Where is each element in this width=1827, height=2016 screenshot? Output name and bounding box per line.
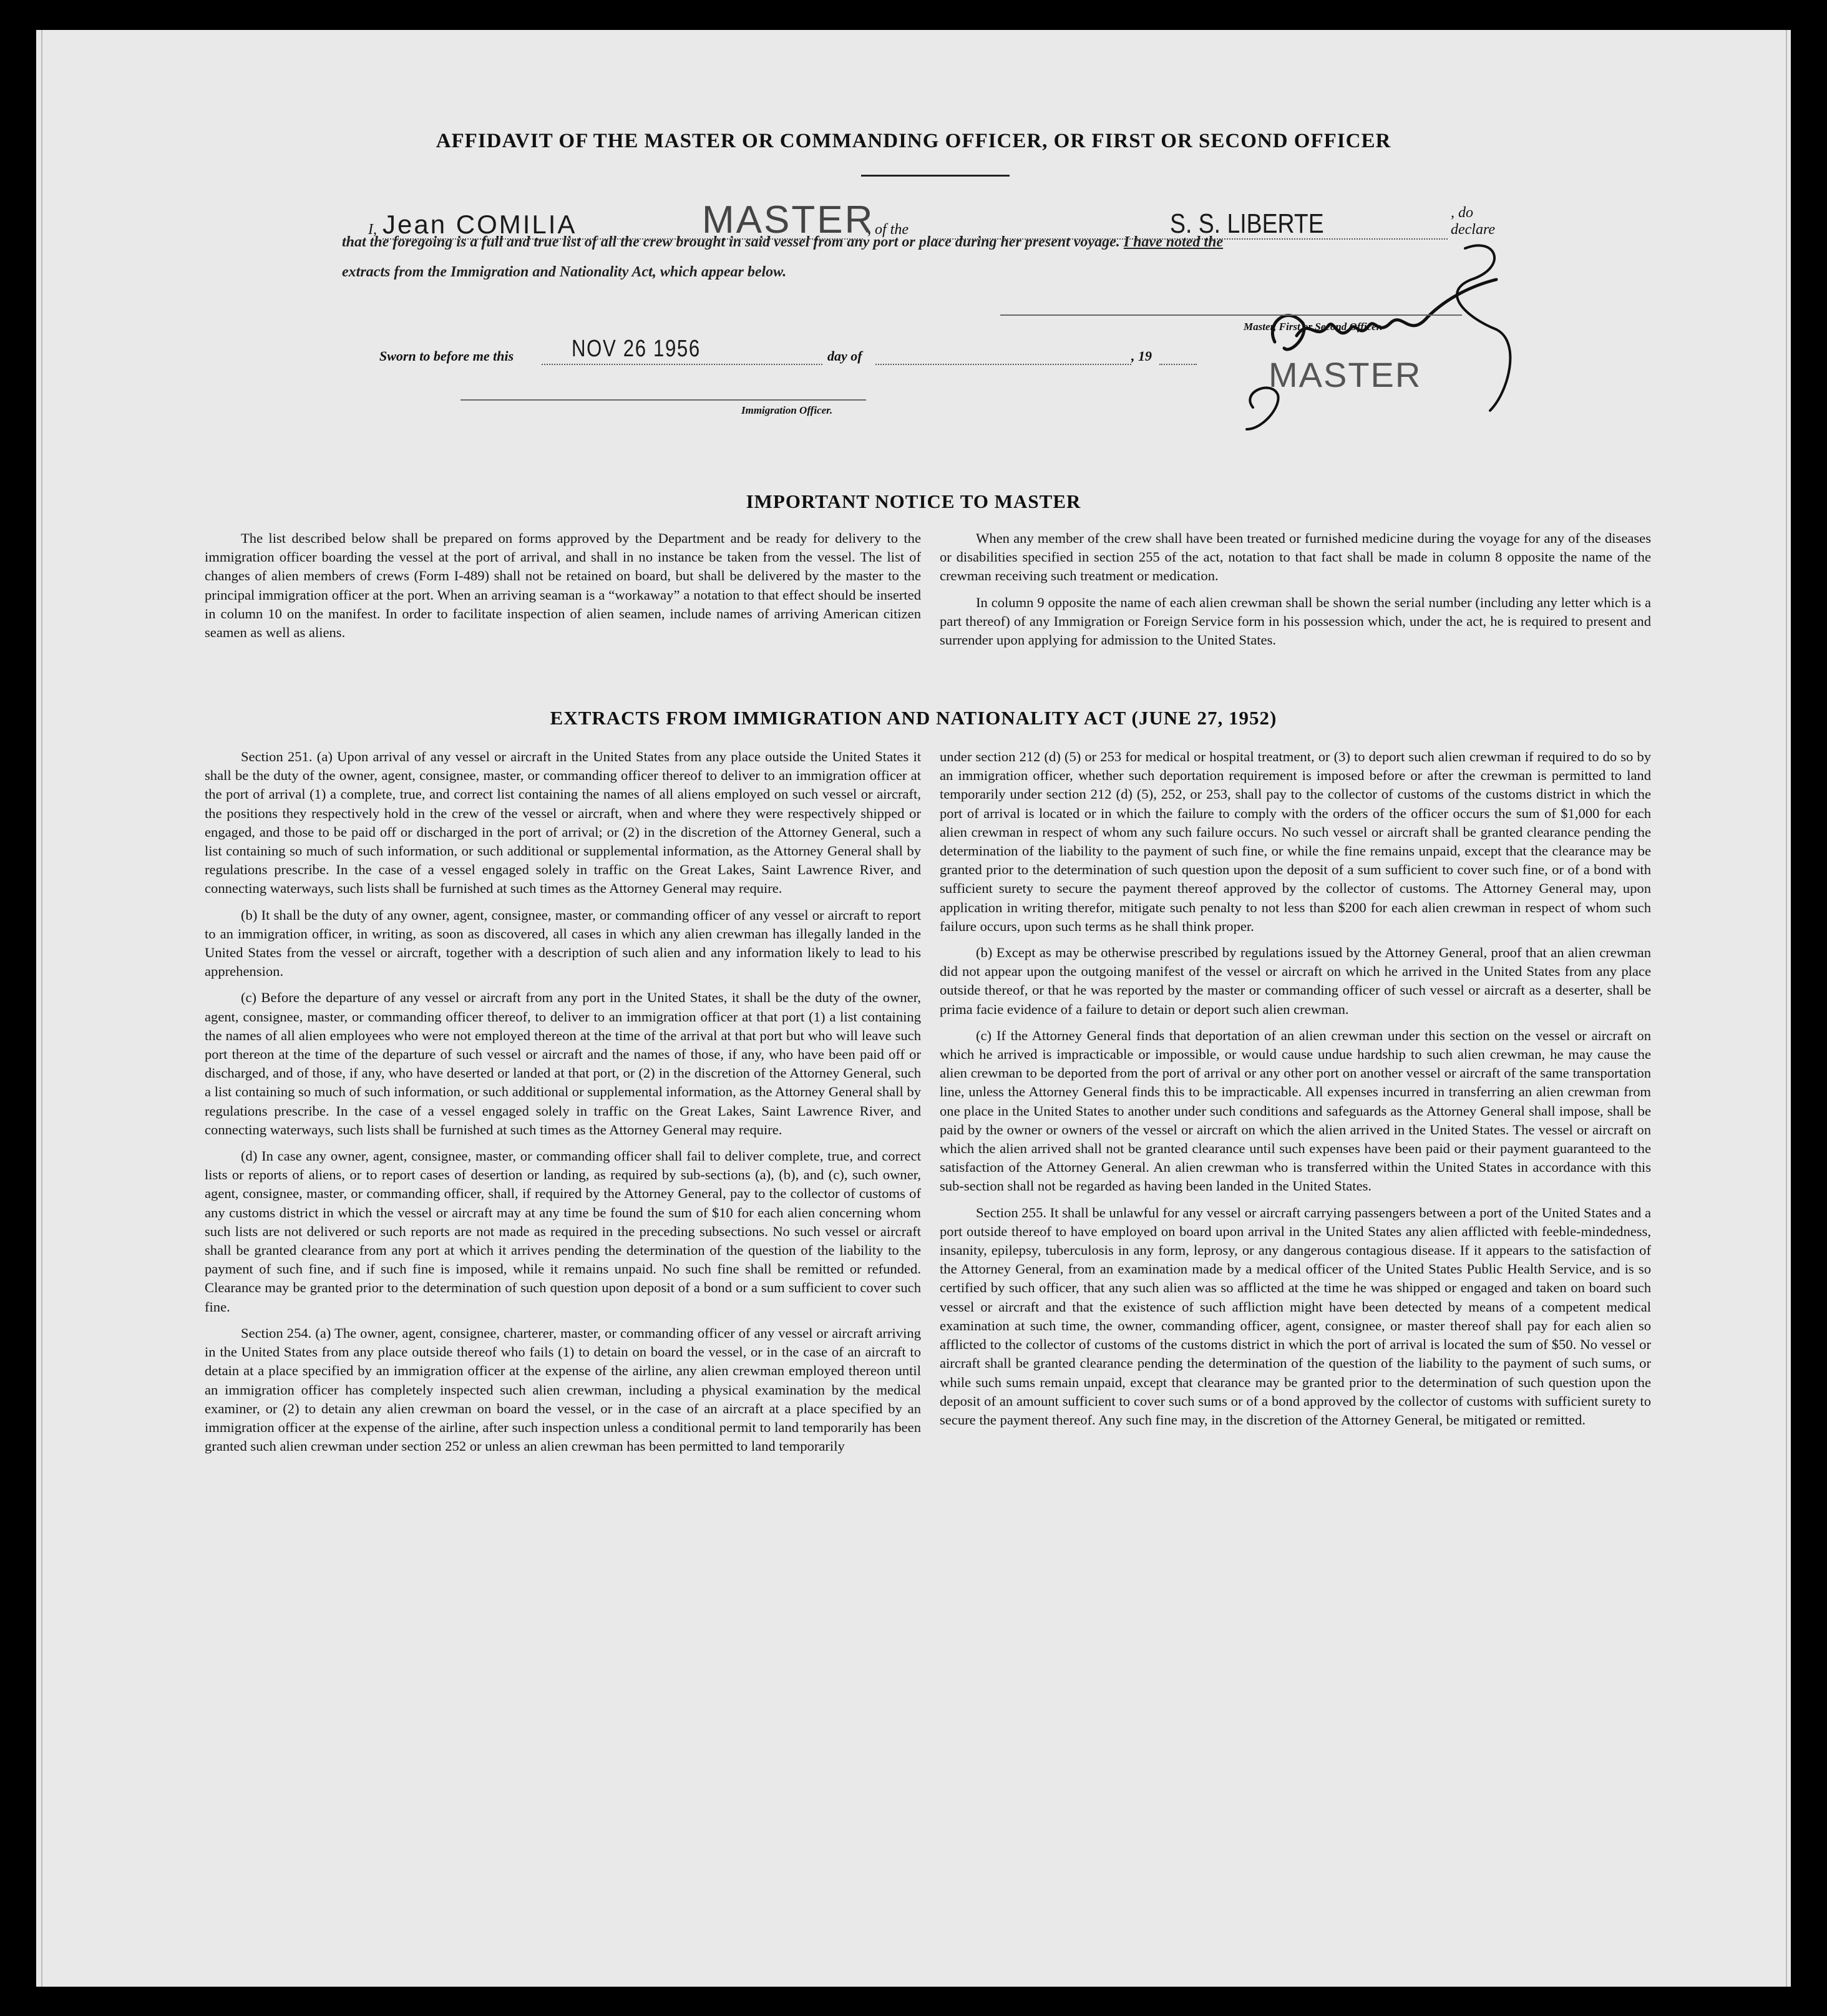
signature-line (1000, 314, 1462, 316)
section-254a-continued: under section 212 (d) (5) or 253 for medical or hospital treatment, or (3) to deport such alien crewman if required to do so by an immigration officer, whether such deportation requirement is imposed before or after the crewman is permitted to land temporarily under section 212 (d) (5), 252, or 253, shall pay to the collector of customs of the customs district in which the port of arrival is located or in which the failure to comply with the orders of the officer occurs the sum of $1,000 for each alien crewman in respect of whom any such failure occurs. No such vessel or aircraft shall be granted clearance pending the determination of the liability to the payment of such fine, or while the fine remains unpaid, except that the clearance may be granted prior to the determination of such question upon the deposit of a sum sufficient to cover such fine, or of a bond with sufficient surety to secure the payment thereof approved by the collector of customs. The Attorney General may, upon application in writing therefor, mitigate such penalty to not less than $200 for each alien crewman in respect of whom such failure occurs, upon such terms as he shall think proper. (940, 749, 1651, 934)
master-rank: MASTER (702, 198, 875, 241)
declaration-text-b: I have noted the (1123, 234, 1224, 250)
extracts-title: EXTRACTS FROM IMMIGRATION AND NATIONALITY ACT (JUNE 27, 1952) (550, 707, 1277, 729)
master-stamp: MASTER (1269, 355, 1422, 394)
vessel-name: S. S. LIBERTE (1170, 208, 1324, 239)
sworn-date: NOV 26 1956 (572, 336, 701, 362)
title-rule (861, 175, 1010, 177)
master-name: Jean COMILIA (382, 210, 577, 239)
section-251c: (c) Before the departure of any vessel or aircraft from any port in the United States, it shall be the duty of the owner, agent, consignee, master, or commanding officer thereof, to deliver to an immigration officer at that port (1) a list containing the names of all alien employees who were not employed thereon at the time of the arrival at that port but who will leave such port thereon at the time of the departure of such vessel or aircraft and the names of those, if any, who have been paid off or discharged, and of those, if any, who have deserted or landed at that port, or (2) in the discretion of the Attorney General, such a list containing so much of such information, or such additional or supplemental information, as the Attorney General shall by regulations prescribe. In the case of a vessel engaged solely in traffic on the Great Lakes, Saint Lawrence River, and connecting waterways, such lists shall be furnished at such times as the Attorney General may require. (205, 990, 921, 1137)
declaration-text-a: that the foregoing is a full and true list of all the crew brought in said vessel from any port or place during her present voyage. (342, 234, 1120, 250)
section-251d: (d) In case any owner, agent, consignee, master, or commanding officer shall fail to deliver complete, true, and correct lists or reports of aliens, or to report cases of desertion or landing, as required by sub-sections (a), (b), and (c), such owner, agent, consignee, master, or commanding officer, shall, if required by the Attorney General, pay to the collector of customs of any customs district in which the vessel or aircraft may at any time be found the sum of $10 for each alien concerning whom such lists are not delivered or such reports are not made as required in the preceding subsections. No such vessel or aircraft shall be granted clearance from any port at which it arrives pending the determination of the question of the liability to the payment of such fine, and if such fine is imposed, while it remains unpaid. No such fine shall be remitted or refunded. Clearance may be granted prior to the determination of such question upon deposit of a bond or a sum sufficient to cover such fine. (205, 1148, 921, 1315)
section-255: Section 255. It shall be unlawful for any vessel or aircraft carrying passengers between a port of the United States and a port outside thereof to have employed on board upon arrival in the United States any alien afflicted with feeble-mindedness, insanity, epilepsy, tuberculosis in any form, leprosy, or any dangerous contagious disease. If it appears to the satisfaction of the Attorney General, from an examination made by a medical officer of the United States Public Health Service, and is so certified by such officer, that any such alien was so afflicted at the time he was shipped or engaged and taken on board such vessel or aircraft and that the existence of such affliction might have been detected by means of a competent medical examination at such time, the owner, commanding officer, agent, consignee, or master thereof shall pay for each alien so afflicted to the collector of customs of the customs district in which the port of arrival is located the sum of $50. No vessel or aircraft shall be granted clearance pending the determination of the question of the liability to the payment of such sums, or while such sums remain unpaid, except that clearance may be granted prior to the determination of such question upon the deposit of an amount sufficient to cover such sums or of a bond approved by the collector of customs with sufficient surety to secure the payment thereof. Any such fine may, in the discretion of the Attorney General, be mitigated or remitted. (940, 1204, 1651, 1428)
of-the-label: , of the (867, 222, 909, 238)
signer-label: Master, First or Second Officer. (1244, 321, 1383, 333)
affidavit-title: AFFIDAVIT OF THE MASTER OR COMMANDING OFFICER, OR FIRST OR SECOND OFFICER (436, 130, 1391, 152)
notice-left-paragraph: The list described below shall be prepared on forms approved by the Department and be ready for delivery to the immigration officer boarding the vessel at the port of arrival, and shall in no instance be taken from the vessel. The list of changes of alien members of crews (Form I-489) shall not be retained on board, but shall be delivered by the master to the principal immigration officer at the port. When an arriving seaman is a “workaway” a notation to that effect should be inserted in column 10 on the manifest. In order to facilitate inspection of alien seamen, include names of arriving American citizen seamen as well as aliens. (205, 530, 921, 641)
notice-title: IMPORTANT NOTICE TO MASTER (746, 490, 1081, 512)
officer-signature-line (460, 399, 866, 401)
section-254c: (c) If the Attorney General finds that deportation of an alien crewman under this section on the vessel or aircraft on which he arrived is impracticable or impossible, or would cause undue hardship to such alien crewman, he may cause the alien crewman to be deported from the port of arrival or any other port on another vessel or aircraft of the same transportation line, unless the Attorney General finds this to be impracticable. All expenses incurred in transferring an alien crewman from one place in the United States to another under such conditions and safeguards as the Attorney General shall impose, shall be paid by the owner or owners of the vessel or aircraft on which the alien arrived in the United States. The vessel or aircraft on which the alien arrived shall not be granted clearance until such expenses have been paid or their payment guaranteed to the satisfaction of the Attorney General. An alien crewman who is transferred within the United States in accordance with this sub-section shall not be regarded as having been landed in the United States. (940, 1027, 1651, 1194)
declaration-prefix: I, (368, 222, 377, 238)
declaration-line-3: extracts from the Immigration and Nationality Act, which appear below. (342, 264, 787, 280)
notice-left-column (205, 529, 921, 650)
scan-edge-right (1786, 30, 1787, 1987)
year-label: , 19 (1131, 348, 1152, 364)
extracts-left-column (205, 747, 921, 1463)
notice-right-paragraph-2: In column 9 opposite the name of each alien crewman shall be shown the serial number (including any letter which is a part thereof) of any Immigration or Foreign Service form in his possession which, under the act, he is required to present and surrender upon applying for admission to the United States. (940, 594, 1651, 648)
do-declare-label: , do declare (1451, 205, 1496, 238)
notice-right-column (940, 529, 1651, 657)
document-page (36, 30, 1791, 1987)
section-251b: (b) It shall be the duty of any owner, agent, consignee, master, or commanding officer of any vessel or aircraft to report to an immigration officer, in writing, as soon as discovered, all cases in which any alien crewman has illegally landed in the United States from the vessel or aircraft, together with a description of such alien and any information likely to lead to his apprehension. (205, 907, 921, 980)
extracts-right-column (940, 747, 1651, 1437)
section-251a: Section 251. (a) Upon arrival of any vessel or aircraft in the United States from any place outside the United States it shall be the duty of the owner, agent, consignee, master, or commanding officer thereof to deliver to an immigration officer at the port of arrival (1) a complete, true, and correct list containing the names of all aliens employed on such vessel or aircraft, the positions they respectively hold in the crew of the vessel or aircraft, when and where they were respectively shipped or engaged, and those to be paid off or discharged in the port of arrival; or (2) in the discretion of the Attorney General, such a list containing so much of such information, or such additional or supplemental information, as the Attorney General shall by regulations prescribe. In the case of a vessel engaged solely in traffic on the Great Lakes, Saint Lawrence River, and connecting waterways, such lists shall be furnished at such times as the Attorney General may require. (205, 749, 921, 897)
sworn-label: Sworn to before me this (379, 348, 514, 364)
notice-right-paragraph-1: When any member of the crew shall have been treated or furnished medicine during the voyage for any of the diseases or disabilities specified in section 255 of the act, notation to that fact shall be made in column 8 opposite the name of the crewman receiving such treatment or medication. (940, 530, 1651, 584)
section-254a: Section 254. (a) The owner, agent, consignee, charterer, master, or commanding officer of any vessel or aircraft arriving in the United States from any place outside thereof who fails (1) to detain on board the vessel, or in the case of an aircraft to detain at a place specified by an immigration officer at the expense of the airline, any alien crewman employed thereon until an immigration officer has completely inspected such alien crewman, including a physical examination by the medical examiner, or (2) to detain any alien crewman on board the vessel, or in the case of an aircraft at a place specified by an immigration officer at the expense of the airline, after such inspection unless a conditional permit to land temporarily has been granted such alien crewman under section 252 or unless an alien crewman has been permitted to land temporarily (205, 1325, 921, 1454)
day-of-label: day of (827, 348, 862, 364)
section-254b: (b) Except as may be otherwise prescribed by regulations issued by the Attorney General, proof that an alien crewman did not appear upon the outgoing manifest of the vessel or aircraft on which he arrived in the United States from any place outside thereof, or that he was reported by the master or commanding officer of such vessel or aircraft as a deserter, shall be prima facie evidence of a failure to detain or deport such alien crewman. (940, 945, 1651, 1017)
scan-edge-left (41, 30, 42, 1987)
officer-label: Immigration Officer. (741, 404, 833, 416)
year-fill-line (1159, 364, 1197, 365)
month-fill-line (875, 364, 1131, 365)
date-fill-line (542, 364, 822, 365)
